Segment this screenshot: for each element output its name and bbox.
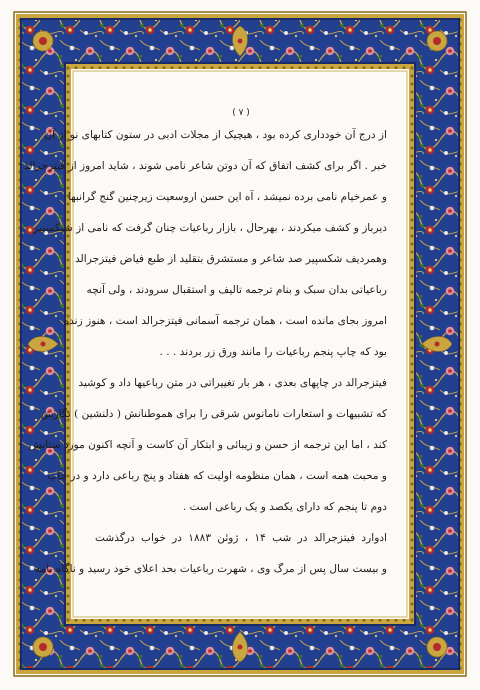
text-line: خبر . اگر برای کشف اتفاق که آن دوتن شاعر نامی شوند ، شاید امروز از فیتزجرالد [23, 160, 387, 172]
text-line: رباعیاتی بدان سبک و بنام ترجمه تالیف و استقبال سرودند ، ولی آنچه [86, 284, 387, 296]
text-line: امروز بجای مانده است ، همان ترجمه آسمانی فیتزجرالد است ، هنوز زنده [63, 315, 387, 327]
text-line: بود که چاپ پنجم رباعیات را مانند ورق زر بردند . . . [159, 346, 387, 358]
text-line: از درج آن خودداری کرده بود ، هیچیک از مجلات ادبی در ستون کتابهای نو از آن [44, 129, 387, 141]
text-line: که تشبیهات و استعارات نامانوس شرقی را برای هموطنانش ( دلنشین ) نگارش [40, 408, 387, 420]
text-line: کند ، اما این ترجمه از حسن و زیبائی و ابتکار آن کاست و آنچه اکنون مورد ستایش [28, 439, 387, 451]
text-line: فیتزجرالد در چاپهای بعدی ، هر بار تغییراتی در متن رباعیها داد و کوشید [78, 377, 387, 389]
page-number: ( ۷ ) [232, 108, 250, 118]
persian-text-block [23, 108, 387, 575]
text-line: وهمردیف شکسپیر صد شاعر و مستشرق بتقلید از طبع فیاض فیتزجرالد [75, 253, 387, 265]
text-line: و محبت همه است ، همان منظومه اولیت که هفتاد و پنج رباعی دارد و در چاپ [47, 470, 387, 482]
text-line: ادوارد فیتزجرالد در شب ۱۴ ، ژوئن ۱۸۸۳ در خواب درگذشت [95, 532, 387, 544]
text-line: دیرباز و کشف میکردند ، بهرحال ، بازار رباعیات چنان گرفت که نامی از شیکسپیر [33, 222, 387, 234]
text-line: و بیست سال پس از مرگ وی ، شهرت رباعیات بحد اعلای خود رسید و ناگاه نامه [34, 563, 387, 575]
text-line: دوم تا پنجم که دارای یکصد و یک رباعی است . [182, 501, 387, 513]
text-line: و عمرخیام نامی برده نمیشد ، آه این حسن اروسعیت زیرچنین گنج گرانبها [67, 191, 387, 203]
